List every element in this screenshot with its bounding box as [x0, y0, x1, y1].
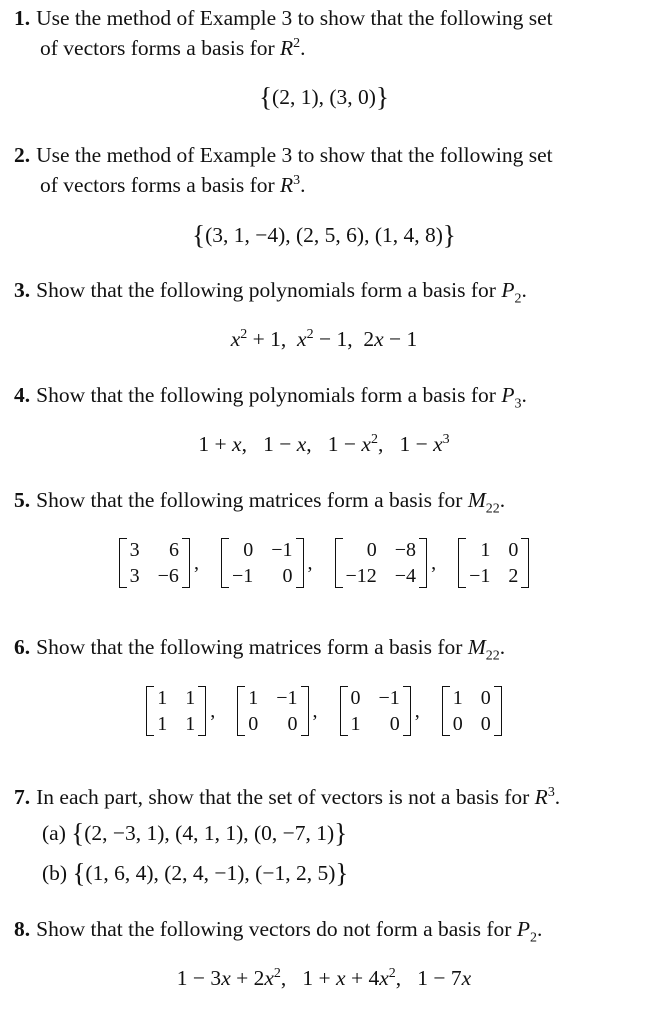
exercise-number: 2.: [14, 143, 31, 167]
polynomial-list: $x^2 + 1$, $x^2 - 1$, 2x − 1: [230, 326, 418, 351]
matrix: 3 6 3 −6: [119, 538, 190, 588]
vector-space-symbol: R: [280, 173, 294, 197]
polynomial-list: $1 - 3x + 2x^2$, $1 + x + 4x^2$, 1 − 7x: [176, 965, 472, 990]
matrix: 0 −8 −12 −4: [335, 538, 428, 588]
exercise-text: In each part, show that the set of vectors is not a basis for: [36, 785, 530, 809]
matrix-row: 1 1 1 1 , 1 −1 0 0 , 0 −1 1 0 , 1 0 0 0: [0, 686, 648, 736]
matrix: 1 −1 0 0: [237, 686, 308, 736]
exercise-7: 7. In each part, show that the set of vectors is not a basis for $R^3$.: [14, 784, 561, 809]
exercise-3: 3. Show that the following polynomials form a basis for $P_2$.: [14, 278, 527, 307]
exercise-1: 1. Use the method of Example 3 to show that the following set of vectors forms a basis for $R^2$.: [14, 6, 553, 60]
vector-space-symbol: R: [280, 36, 294, 60]
matrix: 1 0 −1 2: [458, 538, 529, 588]
matrix: 1 0 0 0: [442, 686, 502, 736]
vector-set: {(2, 1), (3, 0)}: [259, 82, 389, 112]
exercise-number: 4.: [14, 383, 31, 407]
exercise-number: 8.: [14, 917, 31, 941]
exercise-number: 6.: [14, 635, 31, 659]
exercise-number: 5.: [14, 488, 31, 512]
exercise-text: Show that the following matrices form a basis for: [36, 488, 463, 512]
exercise-text: of vectors forms a basis for: [40, 173, 275, 197]
exercise-text: Show that the following matrices form a basis for: [36, 635, 463, 659]
matrix-row: 3 6 3 −6 , 0 −1 −1 0 , 0 −8 −12 −4 , 1 0 −1 2: [0, 538, 648, 588]
exercise-8: 8. Show that the following vectors do not form a basis for $P_2$.: [14, 917, 543, 946]
exercise-text: Use the method of Example 3 to show that the following set: [36, 6, 553, 30]
exercise-2: 2. Use the method of Example 3 to show that the following set of vectors forms a basis for $R^3$.: [14, 143, 553, 197]
exercise-text: of vectors forms a basis for: [40, 36, 275, 60]
matrix: 1 1 1 1: [146, 686, 206, 736]
exercise-text: Show that the following vectors do not form a basis for: [36, 917, 512, 941]
vector-set: {(3, 1, −4), (2, 5, 6), (1, 4, 8)}: [192, 220, 456, 250]
matrix: 0 −1 1 0: [340, 686, 411, 736]
exercise-number: 3.: [14, 278, 31, 302]
exercise-text: Show that the following polynomials form a basis for: [36, 278, 496, 302]
matrix: 0 −1 −1 0: [221, 538, 304, 588]
part-a: (a) {(2, −3, 1), (4, 1, 1), (0, −7, 1)}: [42, 818, 348, 848]
polynomial-list: 1 + x, 1 − x, $1 - x^2$, $1 - x^3$: [198, 431, 450, 456]
exercise-text: Show that the following polynomials form a basis for: [36, 383, 496, 407]
exercise-number: 7.: [14, 785, 31, 809]
exercise-6: 6. Show that the following matrices form a basis for $M_{22}$.: [14, 635, 506, 664]
exercise-4: 4. Show that the following polynomials form a basis for $P_3$.: [14, 383, 527, 412]
exercise-number: 1.: [14, 6, 31, 30]
exercise-text: Use the method of Example 3 to show that the following set: [36, 143, 553, 167]
part-b: (b) {(1, 6, 4), (2, 4, −1), (−1, 2, 5)}: [42, 858, 349, 888]
exercise-5: 5. Show that the following matrices form a basis for $M_{22}$.: [14, 488, 506, 517]
